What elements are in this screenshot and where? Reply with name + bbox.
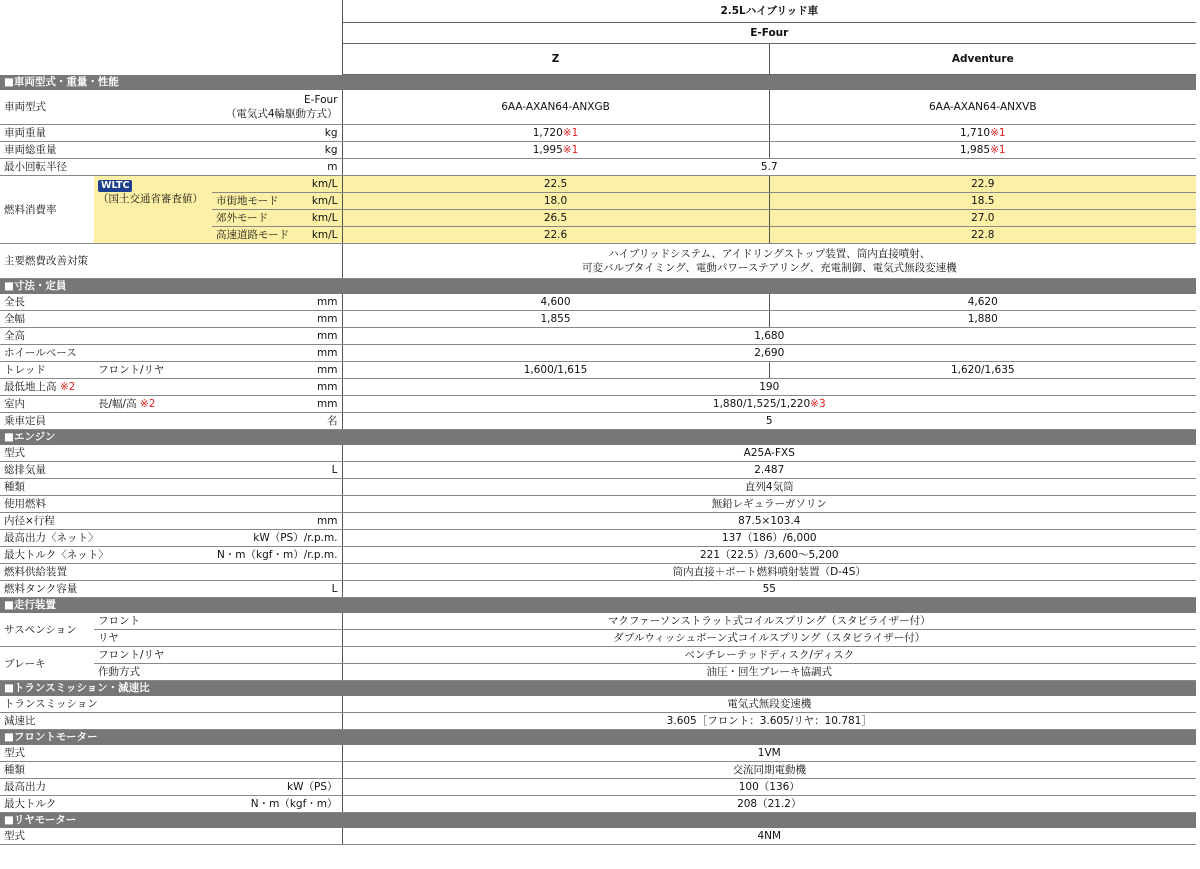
wltc-cell <box>94 176 212 244</box>
cell-tread-z: 1,600/1,615 <box>342 362 769 379</box>
cell-gross-z: 1,995※1 <box>342 142 769 159</box>
row-unit-gross-weight: kg <box>212 142 342 159</box>
row-sub-interior: 長/幅/高 ※2 <box>94 396 212 413</box>
cell-turning-radius: 5.7 <box>342 159 1196 176</box>
cell-fuel-suburban-z: 26.5 <box>342 210 769 227</box>
row-sub-tread: フロント/リヤ <box>94 362 212 379</box>
section-title-dimensions: ■寸法・定員 <box>0 279 1196 295</box>
row-unit-turning-radius: m <box>212 159 342 176</box>
cell-engine-type: A25A-FXS <box>342 445 1196 462</box>
row-unit-bore-stroke: mm <box>212 513 342 530</box>
cell-weight-adventure: 1,710※1 <box>769 125 1196 142</box>
row-unit-fm-power: kW（PS） <box>212 779 342 796</box>
section-title-chassis: ■走行装置 <box>0 598 1196 614</box>
row-label-tank: 燃料タンク容量 <box>0 581 212 598</box>
row-label-displacement: 総排気量 <box>0 462 212 479</box>
row-label-transmission: トランスミッション <box>0 696 342 713</box>
fuel-unit-highway: 高速道路モード km/L <box>212 227 342 244</box>
row-label-height: 全高 <box>0 328 212 345</box>
section-title-rear-motor: ■リヤモーター <box>0 813 1196 829</box>
row-sub-brake-op: 作動方式 <box>94 664 342 681</box>
cell-displacement: 2.487 <box>342 462 1196 479</box>
cell-rm-type: 4NM <box>342 828 1196 845</box>
row-label-suspension: サスペンション <box>0 613 94 647</box>
row-label-fuel-measures: 主要燃費改善対策 <box>0 244 342 279</box>
row-unit-seats: 名 <box>212 413 342 430</box>
row-unit-tank: L <box>212 581 342 598</box>
cell-susp-rear: ダブルウィッシュボーン式コイルスプリング（スタビライザー付） <box>342 630 1196 647</box>
row-unit-max-torque: N・m（kgf・m）/r.p.m. <box>212 547 342 564</box>
cell-fuel-supply: 筒内直接＋ポート燃料噴射装置（D-4S） <box>342 564 1196 581</box>
cell-interior: 1,880/1,525/1,220※3 <box>342 396 1196 413</box>
row-unit-displacement: L <box>212 462 342 479</box>
cell-tank: 55 <box>342 581 1196 598</box>
row-label-length: 全長 <box>0 294 212 311</box>
header-blank <box>0 0 342 75</box>
row-unit-fm-torque: N・m（kgf・m） <box>212 796 342 813</box>
cell-reduction: 3.605［フロント：3.605/リヤ：10.781］ <box>342 713 1196 730</box>
row-unit-tread: mm <box>212 362 342 379</box>
cell-seats: 5 <box>342 413 1196 430</box>
cell-fuel-adventure: 22.9 <box>769 176 1196 193</box>
row-unit-wheelbase: mm <box>212 345 342 362</box>
cell-fm-type: 1VM <box>342 745 1196 762</box>
cell-weight-z: 1,720※1 <box>342 125 769 142</box>
cell-length-adventure: 4,620 <box>769 294 1196 311</box>
fuel-unit: km/L <box>212 176 342 193</box>
wltc-note: （国土交通省審査値） <box>98 193 203 205</box>
cell-bore-stroke: 87.5×103.4 <box>342 513 1196 530</box>
row-label-weight: 車両重量 <box>0 125 212 142</box>
row-unit-width: mm <box>212 311 342 328</box>
row-label-fuel-type: 使用燃料 <box>0 496 342 513</box>
cell-transmission: 電気式無段変速機 <box>342 696 1196 713</box>
row-label-max-torque: 最大トルク〈ネット〉 <box>0 547 212 564</box>
cell-brake-fr: ベンチレーテッドディスク/ディスク <box>342 647 1196 664</box>
row-label-width: 全幅 <box>0 311 212 328</box>
cell-max-torque: 221（22.5）/3,600～5,200 <box>342 547 1196 564</box>
row-label-fuel-consumption: 燃料消費率 <box>0 176 94 244</box>
column-header-adventure: Adventure <box>769 44 1196 75</box>
cell-fuel-measures: ハイブリッドシステム、アイドリングストップ装置、筒内直接噴射、 可変バルブタイミング、電動パワーステアリング、充電制御、電気式無段変速機 <box>342 244 1196 279</box>
grade-group-header: 2.5Lハイブリッド車 <box>342 0 1196 23</box>
cell-max-power: 137（186）/6,000 <box>342 530 1196 547</box>
cell-fm-power: 100（136） <box>342 779 1196 796</box>
cell-height: 1,680 <box>342 328 1196 345</box>
cell-fuel-city-z: 18.0 <box>342 193 769 210</box>
row-label-turning-radius: 最小回転半径 <box>0 159 212 176</box>
cell-fuel-type: 無鉛レギュラーガソリン <box>342 496 1196 513</box>
row-unit-weight: kg <box>212 125 342 142</box>
row-sub-susp-rear: リヤ <box>94 630 342 647</box>
row-label-ground-clearance: 最低地上高 ※2 <box>0 379 212 396</box>
row-label-max-power: 最高出力〈ネット〉 <box>0 530 212 547</box>
row-label-tread: トレッド <box>0 362 94 379</box>
cell-fuel-z: 22.5 <box>342 176 769 193</box>
row-label-model: 車両型式 <box>0 90 212 125</box>
note-mark: ※1 <box>562 144 579 156</box>
cell-gross-adventure: 1,985※1 <box>769 142 1196 159</box>
row-label-bore-stroke: 内径×行程 <box>0 513 212 530</box>
cell-fuel-city-adventure: 18.5 <box>769 193 1196 210</box>
cell-susp-front: マクファーソンストラット式コイルスプリング（スタビライザー付） <box>342 613 1196 630</box>
cell-fuel-highway-adventure: 22.8 <box>769 227 1196 244</box>
section-title-performance: ■車両型式・重量・性能 <box>0 75 1196 91</box>
column-header-z: Z <box>342 44 769 75</box>
note-mark: ※1 <box>990 127 1006 139</box>
row-label-fm-kind: 種類 <box>0 762 342 779</box>
cell-width-z: 1,855 <box>342 311 769 328</box>
row-unit-interior: mm <box>212 396 342 413</box>
section-title-front-motor: ■フロントモーター <box>0 730 1196 746</box>
row-label-fm-type: 型式 <box>0 745 342 762</box>
section-title-transmission: ■トランスミッション・減速比 <box>0 681 1196 697</box>
section-title-engine: ■エンジン <box>0 430 1196 446</box>
cell-fuel-suburban-adventure: 27.0 <box>769 210 1196 227</box>
row-label-engine-type: 型式 <box>0 445 342 462</box>
cell-model-adventure: 6AA-AXAN64-ANXVB <box>769 90 1196 125</box>
row-label-engine-kind: 種類 <box>0 479 342 496</box>
cell-fm-kind: 交流同期電動機 <box>342 762 1196 779</box>
fuel-unit-city: 市街地モード km/L <box>212 193 342 210</box>
row-label-rm-type: 型式 <box>0 828 342 845</box>
row-label-interior: 室内 <box>0 396 94 413</box>
row-unit-ground-clearance: mm <box>212 379 342 396</box>
cell-ground-clearance: 190 <box>342 379 1196 396</box>
cell-tread-adventure: 1,620/1,635 <box>769 362 1196 379</box>
note-mark: ※1 <box>990 144 1006 156</box>
row-unit-max-power: kW（PS）/r.p.m. <box>212 530 342 547</box>
cell-length-z: 4,600 <box>342 294 769 311</box>
cell-wheelbase: 2,690 <box>342 345 1196 362</box>
row-label-fuel-supply: 燃料供給装置 <box>0 564 342 581</box>
row-label-wheelbase: ホイールベース <box>0 345 212 362</box>
row-label-fm-power: 最高出力 <box>0 779 212 796</box>
cell-model-z: 6AA-AXAN64-ANXGB <box>342 90 769 125</box>
cell-fm-torque: 208（21.2） <box>342 796 1196 813</box>
row-label-seats: 乗車定員 <box>0 413 212 430</box>
drive-header: E-Four <box>342 23 1196 44</box>
row-unit-length: mm <box>212 294 342 311</box>
wltc-badge: WLTC <box>98 180 132 192</box>
cell-width-adventure: 1,880 <box>769 311 1196 328</box>
fuel-unit-suburban: 郊外モード km/L <box>212 210 342 227</box>
row-sub-brake-fr: フロント/リヤ <box>94 647 342 664</box>
note-mark: ※1 <box>562 127 579 139</box>
cell-fuel-highway-z: 22.6 <box>342 227 769 244</box>
row-label-reduction: 減速比 <box>0 713 342 730</box>
cell-engine-kind: 直列4気筒 <box>342 479 1196 496</box>
row-label-fm-torque: 最大トルク <box>0 796 212 813</box>
row-unit-model: E-Four （電気式4輪駆動方式） <box>212 90 342 125</box>
row-sub-susp-front: フロント <box>94 613 342 630</box>
row-label-gross-weight: 車両総重量 <box>0 142 212 159</box>
cell-brake-op: 油圧・回生ブレーキ協調式 <box>342 664 1196 681</box>
row-unit-height: mm <box>212 328 342 345</box>
row-label-brake: ブレーキ <box>0 647 94 681</box>
